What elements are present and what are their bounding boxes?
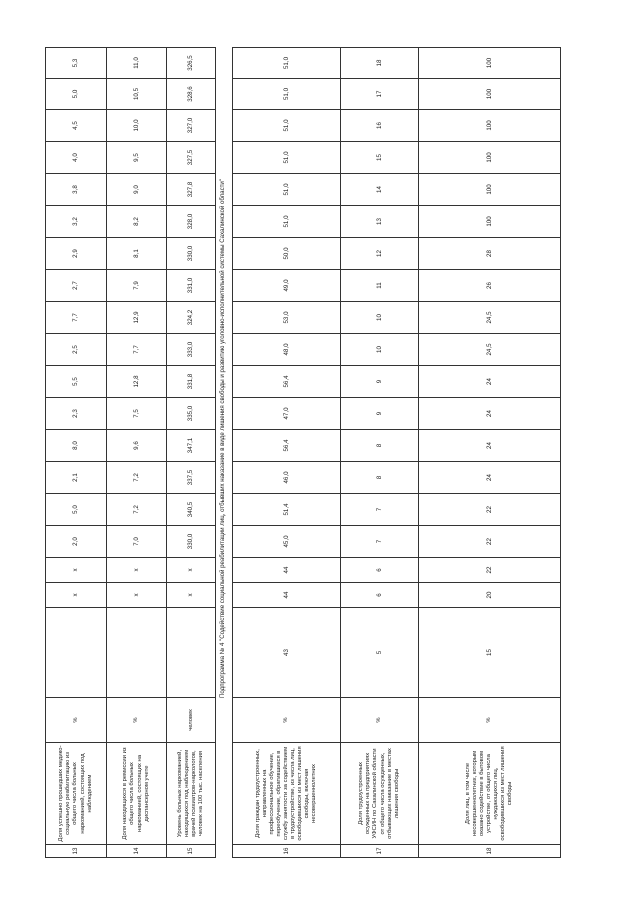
value-cell: 100 [419, 174, 561, 206]
value-cell: 6 [341, 558, 419, 583]
value-cell: 51,4 [233, 494, 341, 526]
value-cell: 326,5 [167, 48, 216, 79]
value-cell: x [46, 558, 107, 583]
value-cell: 46,0 [233, 462, 341, 494]
value-cell: 7,7 [46, 302, 107, 334]
indicators-table-top [45, 47, 216, 858]
value-cell: 24,5 [419, 302, 561, 334]
value-cell: 6 [341, 583, 419, 608]
value-cell: 8,1 [107, 238, 167, 270]
value-cell: 100 [419, 110, 561, 142]
value-cell: 53,0 [233, 302, 341, 334]
unit-cell: % [341, 698, 419, 743]
value-cell: 328,0 [167, 206, 216, 238]
value-cell: 12,8 [107, 366, 167, 398]
table-row [167, 48, 216, 858]
row-number: 16 [233, 845, 341, 858]
value-cell: 7,2 [107, 494, 167, 526]
value-cell: 17 [341, 79, 419, 110]
indicator-name: Доля трудоустроенных осужденных на предприятиях УФСИН по Сахалинской области от общего числа осужденных, отбывающих наказание в местах лишения свободы [341, 743, 419, 845]
value-cell: 44 [233, 583, 341, 608]
value-cell: 335,0 [167, 398, 216, 430]
value-cell: 26 [419, 270, 561, 302]
value-cell: 327,8 [167, 174, 216, 206]
value-cell: 7 [341, 494, 419, 526]
value-cell: 328,6 [167, 79, 216, 110]
indicator-name: Уровень больных наркоманией, находящихся под наблюдением врачей психиатров-наркологов, человек на 100 тыс. населения [167, 743, 216, 845]
value-cell: 49,0 [233, 270, 341, 302]
value-cell: 47,0 [233, 398, 341, 430]
value-cell: 3,8 [46, 174, 107, 206]
indicator-name: Доля лиц, в том числе несовершеннолетних, которым оказано содействие в бытовом устройстве, от общего числа нуждающихся лиц, освободившихся из мест лишения свободы [419, 743, 561, 845]
value-cell: 24 [419, 462, 561, 494]
unit-cell: человек [167, 698, 216, 743]
value-cell: 7,5 [107, 398, 167, 430]
value-cell: 347,1 [167, 430, 216, 462]
value-cell: x [107, 583, 167, 608]
value-cell: 51,0 [233, 206, 341, 238]
value-cell: 10,0 [107, 110, 167, 142]
value-cell: 5,0 [46, 79, 107, 110]
value-cell: 4,5 [46, 110, 107, 142]
value-cell: 8 [341, 430, 419, 462]
value-cell: 9 [341, 366, 419, 398]
value-cell: 15 [341, 142, 419, 174]
value-cell: x [46, 583, 107, 608]
value-cell: x [167, 558, 216, 583]
value-cell: 7,2 [107, 462, 167, 494]
row-number: 14 [107, 845, 167, 858]
value-cell: 20 [419, 583, 561, 608]
table-row [341, 48, 419, 858]
value-cell: 327,5 [167, 142, 216, 174]
value-cell: 7,9 [107, 270, 167, 302]
indicator-name: Доля граждан трудоустроенных, направленных на профессиональное обучение, переобучение, обратившихся в службу занятости за содействием в трудоустройстве, из числа лиц, освободившихся из мест лишения свободы, включая несовершеннолетних [233, 743, 341, 845]
value-cell: 7,7 [107, 334, 167, 366]
table-row [46, 48, 107, 858]
value-cell: 12,9 [107, 302, 167, 334]
value-cell: 331,0 [167, 270, 216, 302]
value-cell: 9 [341, 398, 419, 430]
value-cell: 8 [341, 462, 419, 494]
value-cell: 324,2 [167, 302, 216, 334]
row-number: 17 [341, 845, 419, 858]
value-cell: 24 [419, 366, 561, 398]
value-cell: 51,0 [233, 48, 341, 79]
value-cell: 10,5 [107, 79, 167, 110]
value-cell: 24 [419, 398, 561, 430]
value-cell: 56,4 [233, 366, 341, 398]
value-cell: 51,0 [233, 110, 341, 142]
value-cell: 2,9 [46, 238, 107, 270]
value-cell: 51,0 [233, 142, 341, 174]
value-cell: x [167, 583, 216, 608]
value-cell: 24 [419, 430, 561, 462]
value-cell: 327,0 [167, 110, 216, 142]
value-cell: 5 [341, 608, 419, 698]
value-cell: 24,5 [419, 334, 561, 366]
value-cell: 43 [233, 608, 341, 698]
value-cell: 330,0 [167, 526, 216, 558]
value-cell: 15 [419, 608, 561, 698]
value-cell: 10 [341, 302, 419, 334]
value-cell: 13 [341, 206, 419, 238]
value-cell: 22 [419, 494, 561, 526]
value-cell: 28 [419, 238, 561, 270]
subprogram-title: Подпрограмма № 4 "Содействие социальной реабилитации лиц, отбывших наказание в виде лишения свободы и развитию уголовно-исполнительной системы Сахалинской области" [219, 179, 226, 698]
value-cell: 9,0 [107, 174, 167, 206]
value-cell: 100 [419, 48, 561, 79]
value-cell: 2,1 [46, 462, 107, 494]
value-cell: 18 [341, 48, 419, 79]
value-cell: 2,5 [46, 334, 107, 366]
value-cell: 2,7 [46, 270, 107, 302]
value-cell: 333,0 [167, 334, 216, 366]
row-number: 13 [46, 845, 107, 858]
value-cell [107, 608, 167, 698]
indicator-name: Доля находящихся в ремиссии из общего числа больных наркоманией, состоящих на диспансерном учете [107, 743, 167, 845]
value-cell: 7 [341, 526, 419, 558]
value-cell: 331,8 [167, 366, 216, 398]
value-cell: 100 [419, 142, 561, 174]
value-cell: 9,5 [107, 142, 167, 174]
value-cell [167, 608, 216, 698]
value-cell: 340,5 [167, 494, 216, 526]
value-cell: 100 [419, 206, 561, 238]
value-cell: 5,5 [46, 366, 107, 398]
value-cell: 56,4 [233, 430, 341, 462]
value-cell: 5,3 [46, 48, 107, 79]
unit-cell: % [46, 698, 107, 743]
value-cell: 14 [341, 174, 419, 206]
value-cell: 51,0 [233, 174, 341, 206]
indicators-table-bottom [232, 47, 561, 858]
value-cell: 7,0 [107, 526, 167, 558]
value-cell: 44 [233, 558, 341, 583]
value-cell: 337,5 [167, 462, 216, 494]
unit-cell: % [419, 698, 561, 743]
value-cell: 11,0 [107, 48, 167, 79]
value-cell: 50,0 [233, 238, 341, 270]
value-cell: 16 [341, 110, 419, 142]
table-row [419, 48, 561, 858]
value-cell [46, 608, 107, 698]
value-cell: 8,2 [107, 206, 167, 238]
value-cell: 11 [341, 270, 419, 302]
value-cell: 4,0 [46, 142, 107, 174]
unit-cell: % [233, 698, 341, 743]
value-cell: 45,0 [233, 526, 341, 558]
value-cell: x [107, 558, 167, 583]
value-cell: 9,6 [107, 430, 167, 462]
value-cell: 48,0 [233, 334, 341, 366]
table-row [107, 48, 167, 858]
rotated-table-block [45, 53, 570, 858]
value-cell: 10 [341, 334, 419, 366]
value-cell: 3,2 [46, 206, 107, 238]
value-cell: 2,3 [46, 398, 107, 430]
value-cell: 100 [419, 79, 561, 110]
table-row [233, 48, 341, 858]
value-cell: 330,0 [167, 238, 216, 270]
value-cell: 22 [419, 526, 561, 558]
value-cell: 8,0 [46, 430, 107, 462]
value-cell: 51,0 [233, 79, 341, 110]
unit-cell: % [107, 698, 167, 743]
value-cell: 12 [341, 238, 419, 270]
value-cell: 2,0 [46, 526, 107, 558]
row-number: 18 [419, 845, 561, 858]
value-cell: 5,0 [46, 494, 107, 526]
row-number: 15 [167, 845, 216, 858]
value-cell: 22 [419, 558, 561, 583]
indicator-name: Доля успешно прошедших медико-социальную реабилитацию из общего числа больных наркоманией, состоящих под наблюдением [46, 743, 107, 845]
